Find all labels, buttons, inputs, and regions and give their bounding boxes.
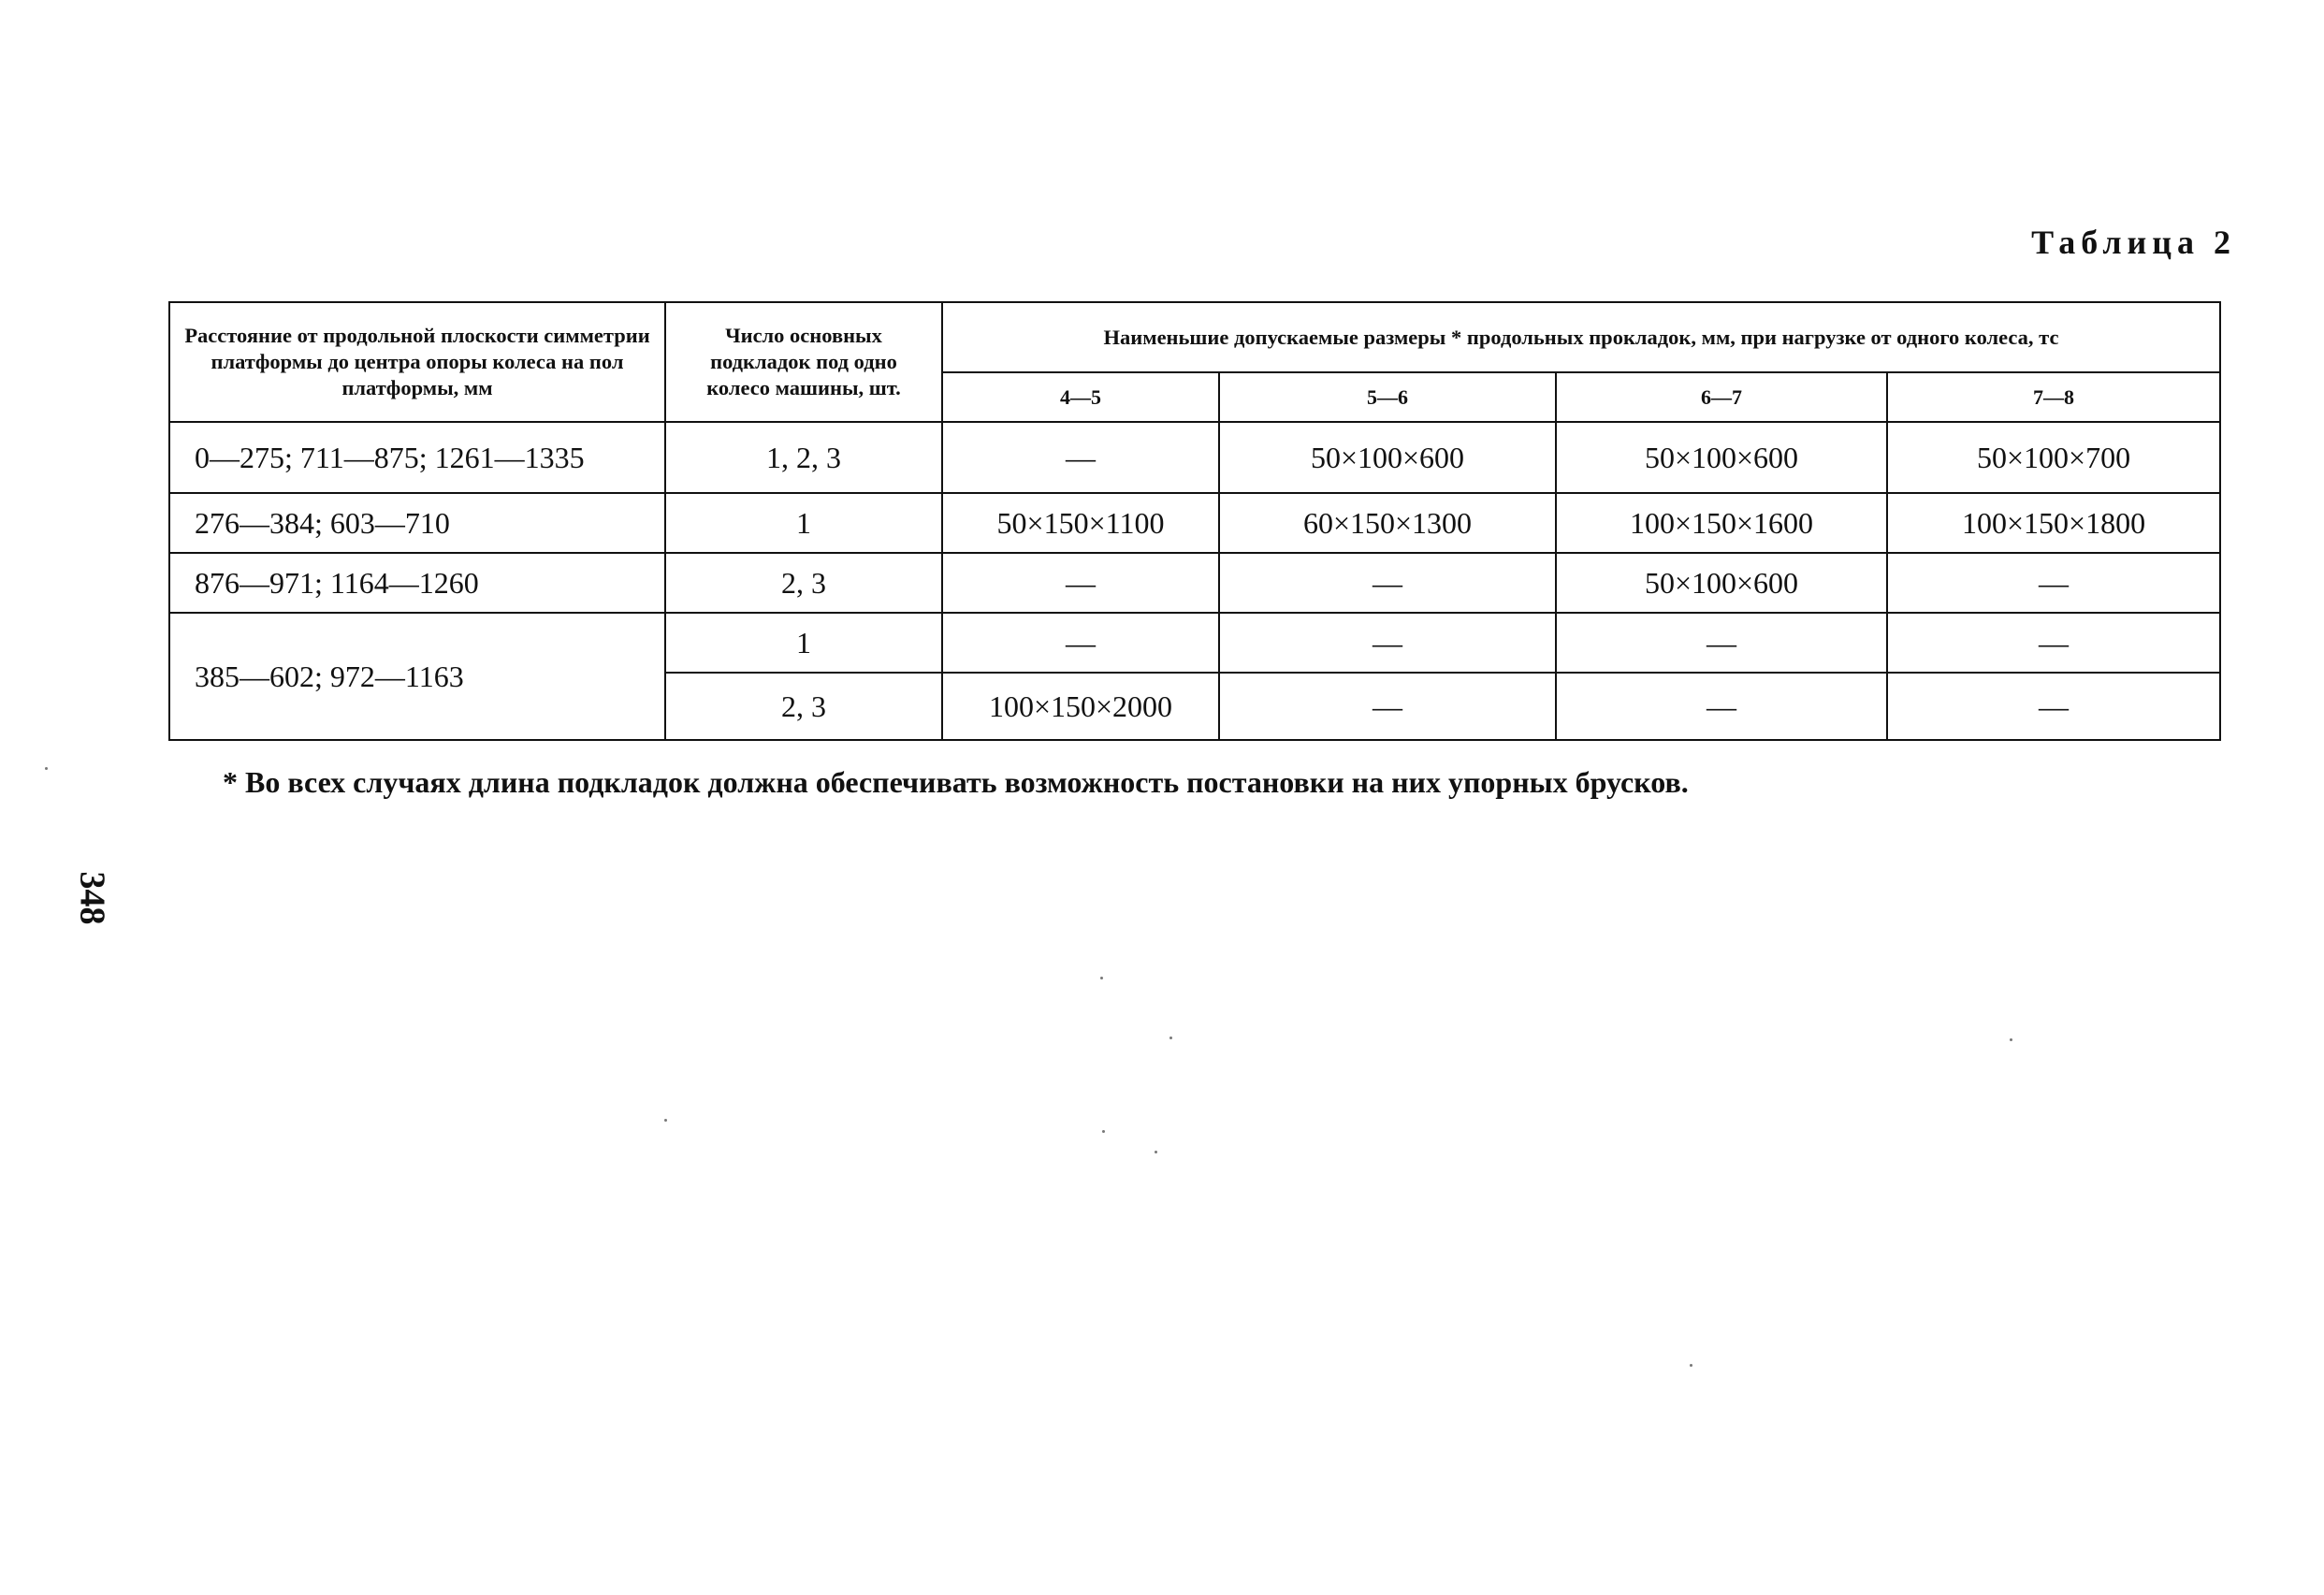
cell-size: — xyxy=(942,422,1219,493)
header-distance: Расстояние от продольной плоскости симметрии платформы до центра опоры колеса на пол платформы, мм xyxy=(169,302,665,422)
cell-size: 50×100×600 xyxy=(1556,422,1887,493)
scan-speck xyxy=(2010,1038,2012,1041)
scan-speck xyxy=(1100,977,1103,979)
table-row xyxy=(169,422,2220,493)
header-load-4-5: 4—5 xyxy=(942,372,1219,422)
header-load-5-6: 5—6 xyxy=(1219,372,1556,422)
cell-count: 1 xyxy=(665,493,942,553)
header-pads-count: Число основных подкладок под одно колесо машины, шт. xyxy=(665,302,942,422)
cell-size: — xyxy=(1556,613,1887,673)
table-row xyxy=(169,493,2220,553)
cell-size: — xyxy=(1219,673,1556,740)
page-number: 348 xyxy=(72,871,112,925)
scan-speck xyxy=(1169,1037,1172,1039)
cell-distance: 276—384; 603—710 xyxy=(169,493,665,553)
cell-size: 60×150×1300 xyxy=(1219,493,1556,553)
cell-distance: 876—971; 1164—1260 xyxy=(169,553,665,613)
cell-size: 50×100×600 xyxy=(1556,553,1887,613)
scan-speck xyxy=(45,767,48,770)
cell-size: — xyxy=(1887,613,2220,673)
cell-count: 2, 3 xyxy=(665,673,942,740)
cell-size: — xyxy=(1887,673,2220,740)
table-label: Таблица 2 xyxy=(2031,224,2236,261)
cell-size: 100×150×1600 xyxy=(1556,493,1887,553)
cell-count: 1 xyxy=(665,613,942,673)
header-load-7-8: 7—8 xyxy=(1887,372,2220,422)
cell-size: — xyxy=(942,613,1219,673)
header-load-6-7: 6—7 xyxy=(1556,372,1887,422)
cell-distance: 0—275; 711—875; 1261—1335 xyxy=(169,422,665,493)
cell-size: 50×100×700 xyxy=(1887,422,2220,493)
cell-size: 100×150×1800 xyxy=(1887,493,2220,553)
cell-size: 50×150×1100 xyxy=(942,493,1219,553)
cell-distance: 385—602; 972—1163 xyxy=(169,613,665,740)
cell-size: — xyxy=(1219,553,1556,613)
header-sizes: Наименьшие допускаемые размеры * продольных прокладок, мм, при нагрузке от одного колеса, тс xyxy=(942,302,2220,372)
cell-size: — xyxy=(1556,673,1887,740)
scan-speck xyxy=(1155,1151,1157,1153)
cell-size: 100×150×2000 xyxy=(942,673,1219,740)
footnote: * Во всех случаях длина подкладок должна обеспечивать возможность постановки на них упорных брусков. xyxy=(223,765,1689,799)
scan-speck xyxy=(1102,1130,1105,1133)
cell-count: 1, 2, 3 xyxy=(665,422,942,493)
scan-speck xyxy=(664,1119,667,1122)
cell-size: 50×100×600 xyxy=(1219,422,1556,493)
cell-size: — xyxy=(1887,553,2220,613)
cell-count: 2, 3 xyxy=(665,553,942,613)
cell-size: — xyxy=(942,553,1219,613)
table-row xyxy=(169,613,2220,673)
header-row xyxy=(169,302,2220,372)
table-row xyxy=(169,553,2220,613)
specification-table xyxy=(168,301,2221,741)
scan-speck xyxy=(1690,1364,1692,1367)
cell-size: — xyxy=(1219,613,1556,673)
